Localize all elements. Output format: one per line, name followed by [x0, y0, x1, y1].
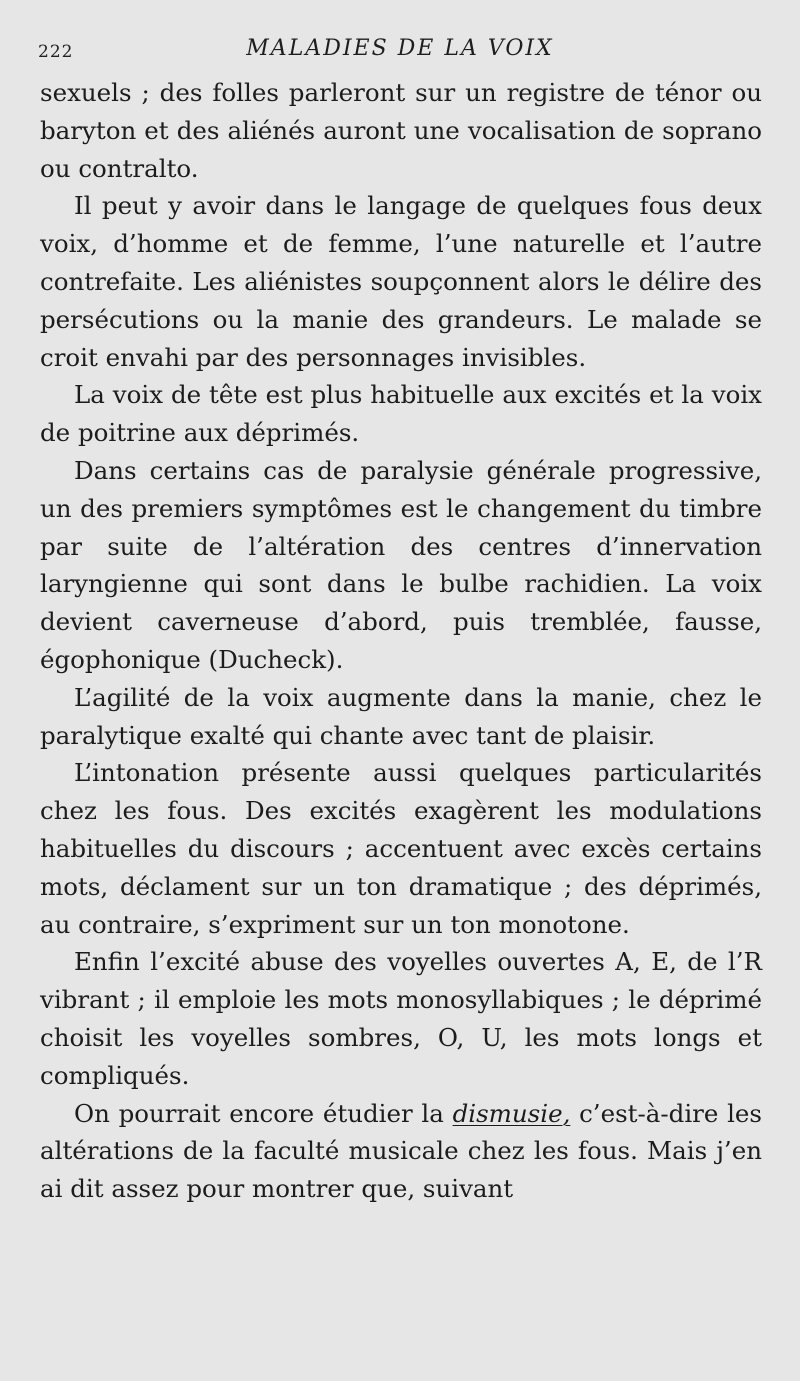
dismusia-text-after: c’est-à-dire les altérations de la faculté musicale chez les fous. Mais j’en ai dit assez pour montrer que, suivant: [40, 1098, 763, 1204]
dismusia-text-before: On pourrait encore étudier la: [74, 1098, 453, 1128]
paragraph-general-paralysis: Dans certains cas de paralysie générale progressive, un des premiers symptômes est le changement du timbre par suite de l’altération des centres d’innervation laryngienne qui sont dans le bulbe rachidien. La voix devient caverneuse d’abord, puis tremblée, fausse, égophonique (Ducheck).: [40, 455, 762, 674]
paragraph-vowels: Enfin l’excité abuse des voyelles ouvertes A, E, de l’R vibrant ; il emploie les mots monosyllabiques ; le déprimé choisit les voyelles sombres, O, U, les mots longs et compliqués.: [40, 947, 762, 1090]
dismusia-term: dismusie,: [452, 1098, 571, 1128]
running-title: MALADIES DE LA VOIX: [246, 36, 554, 61]
page-number: 222: [38, 42, 74, 62]
paragraph-dismusia: [40, 1095, 762, 1208]
body-text: [40, 74, 762, 1208]
paragraph-intonation: L’intonation présente aussi quelques particularités chez les fous. Des excités exagèrent les modulations habituelles du discours ; accentuent avec excès certains mots, déclament sur un ton dramatique ; des déprimés, au contraire, s’expriment sur un ton monotone.: [40, 758, 762, 939]
paragraph-two-voices: Il peut y avoir dans le langage de quelques fous deux voix, d’homme et de femme, l’une naturelle et l’autre contrefaite. Les aliénistes soupçonnent alors le délire des persécutions ou la manie des grandeurs. Le malade se croit envahi par des personnages invisibles.: [40, 191, 762, 372]
paragraph-agility: L’agilité de la voix augmente dans la manie, chez le paralytique exalté qui chante avec tant de plaisir.: [40, 682, 762, 750]
paragraph-head-voice: La voix de tête est plus habituelle aux excités et la voix de poitrine aux déprimés.: [40, 380, 762, 448]
paragraph-continued: sexuels ; des folles parleront sur un registre de ténor ou baryton et des aliénés auront une vocalisation de soprano ou contralto.: [40, 78, 762, 183]
page-header: [0, 36, 800, 68]
